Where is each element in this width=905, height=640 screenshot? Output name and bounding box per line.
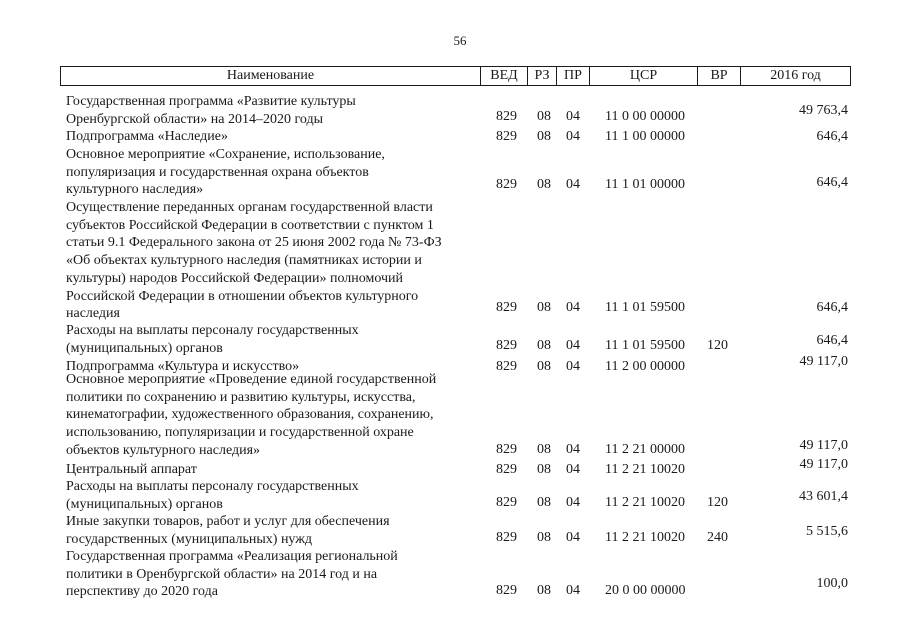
row-ved: 829 — [496, 442, 517, 457]
row-pr: 04 — [566, 177, 580, 192]
row-rz: 08 — [537, 359, 551, 374]
row-name-line: использованию, популяризации и государственной охране — [66, 425, 414, 441]
row-ved: 829 — [496, 530, 517, 545]
row-name-line: Расходы на выплаты персоналу государственных — [66, 479, 359, 494]
row-rz: 08 — [537, 583, 551, 598]
row-name — [66, 146, 476, 199]
row-ved: 829 — [496, 300, 517, 315]
row-name-line: политики в Оренбургской области» на 2014 год и на — [66, 566, 378, 582]
row-pr: 04 — [566, 300, 580, 315]
row-name-line: Иные закупки товаров, работ и услуг для обеспечения — [66, 514, 390, 529]
row-csr: 20 0 00 00000 — [605, 583, 686, 598]
row-pr: 04 — [566, 109, 580, 124]
row-csr: 11 0 00 00000 — [605, 109, 685, 124]
row-name-line: перспективу до 2020 года — [66, 584, 218, 600]
row-sum: 100,0 — [816, 576, 848, 591]
row-pr: 04 — [566, 359, 580, 374]
row-name-line: Основное мероприятие «Проведение единой государственной — [66, 372, 437, 387]
row-ved: 829 — [496, 462, 517, 477]
row-pr: 04 — [566, 530, 580, 545]
row-ved: 829 — [496, 495, 517, 510]
row-name-line: статьи 9.1 Федерального закона от 25 июня 2002 года № 73-ФЗ — [66, 235, 442, 251]
row-csr: 11 1 01 59500 — [605, 300, 685, 315]
header-rz: РЗ — [527, 66, 557, 86]
row-rz: 08 — [537, 530, 551, 545]
row-name — [66, 461, 476, 479]
header-name: Наименование — [60, 66, 481, 86]
row-csr: 11 1 01 59500 — [605, 338, 685, 353]
row-name-line: «Об объектах культурного наследия (памятниках истории и — [66, 253, 422, 269]
row-name — [66, 548, 476, 601]
row-sum: 49 117,0 — [799, 438, 848, 453]
row-sum: 646,4 — [816, 175, 848, 190]
row-name — [66, 93, 476, 128]
row-name-line: субъектов Российской Федерации в соответствии с пунктом 1 — [66, 217, 434, 233]
row-name — [66, 128, 476, 146]
row-csr: 11 1 01 00000 — [605, 177, 685, 192]
row-name-line: Основное мероприятие «Сохранение, использование, — [66, 147, 385, 162]
row-rz: 08 — [537, 495, 551, 510]
row-sum: 49 117,0 — [799, 354, 848, 369]
row-name-line: Подпрограмма «Наследие» — [66, 129, 228, 144]
row-rz: 08 — [537, 300, 551, 315]
row-sum: 646,4 — [816, 300, 848, 315]
row-ved: 829 — [496, 177, 517, 192]
header-csr: ЦСР — [589, 66, 698, 86]
row-rz: 08 — [537, 338, 551, 353]
row-vr: 120 — [707, 495, 728, 510]
row-csr: 11 2 00 00000 — [605, 359, 685, 374]
row-ved: 829 — [496, 359, 517, 374]
row-rz: 08 — [537, 109, 551, 124]
row-name — [66, 199, 476, 323]
row-csr: 11 2 21 10020 — [605, 530, 685, 545]
row-name-line: объектов культурного наследия» — [66, 442, 261, 458]
row-sum: 49 763,4 — [799, 103, 848, 118]
row-ved: 829 — [496, 109, 517, 124]
row-sum: 646,4 — [816, 333, 848, 348]
row-csr: 11 1 00 00000 — [605, 129, 685, 144]
row-name-line: популяризация и государственная охрана объектов — [66, 164, 369, 180]
row-name-line: культуры) народов Российской Федерации» полномочий — [66, 270, 404, 286]
header-year: 2016 год — [740, 66, 851, 86]
row-sum: 646,4 — [816, 129, 848, 144]
row-rz: 08 — [537, 462, 551, 477]
row-sum: 43 601,4 — [799, 489, 848, 504]
row-name-line: государственных (муниципальных) нужд — [66, 531, 313, 547]
row-ved: 829 — [496, 129, 517, 144]
row-name — [66, 322, 476, 357]
row-name — [66, 478, 476, 513]
row-csr: 11 2 21 10020 — [605, 495, 685, 510]
row-name-line: политики по сохранению и развитию культуры, искусства, — [66, 389, 416, 405]
row-pr: 04 — [566, 495, 580, 510]
row-name — [66, 513, 476, 548]
page-number: 56 — [453, 33, 467, 48]
row-name — [66, 371, 476, 460]
row-name-line: Центральный аппарат — [66, 462, 197, 477]
row-name-line: Государственная программа «Реализация региональной — [66, 549, 398, 564]
row-rz: 08 — [537, 177, 551, 192]
row-rz: 08 — [537, 129, 551, 144]
row-pr: 04 — [566, 583, 580, 598]
row-name-line: Расходы на выплаты персоналу государственных — [66, 323, 359, 338]
row-ved: 829 — [496, 338, 517, 353]
row-vr: 120 — [707, 338, 728, 353]
row-name-line: Осуществление переданных органам государственной власти — [66, 200, 433, 215]
row-pr: 04 — [566, 462, 580, 477]
row-name-line: Российской Федерации в отношении объектов культурного — [66, 288, 419, 304]
row-csr: 11 2 21 00000 — [605, 442, 685, 457]
row-name-line: наследия — [66, 306, 120, 322]
row-rz: 08 — [537, 442, 551, 457]
row-vr: 240 — [707, 530, 728, 545]
header-ved: ВЕД — [480, 66, 528, 86]
row-name-line: культурного наследия» — [66, 182, 204, 198]
row-name-line: (муниципальных) органов — [66, 340, 223, 356]
row-sum: 49 117,0 — [799, 457, 848, 472]
header-vr: ВР — [697, 66, 741, 86]
row-name-line: Оренбургской области» на 2014–2020 годы — [66, 111, 323, 127]
row-name-line: кинематографии, художественного образования, сохранению, — [66, 407, 434, 423]
row-sum: 5 515,6 — [806, 524, 848, 539]
header-pr: ПР — [556, 66, 590, 86]
row-name-line: Государственная программа «Развитие культуры — [66, 94, 356, 109]
row-name-line: Подпрограмма «Культура и искусство» — [66, 359, 300, 374]
row-csr: 11 2 21 10020 — [605, 462, 685, 477]
row-pr: 04 — [566, 129, 580, 144]
row-name-line: (муниципальных) органов — [66, 496, 223, 512]
row-pr: 04 — [566, 338, 580, 353]
row-ved: 829 — [496, 583, 517, 598]
row-pr: 04 — [566, 442, 580, 457]
